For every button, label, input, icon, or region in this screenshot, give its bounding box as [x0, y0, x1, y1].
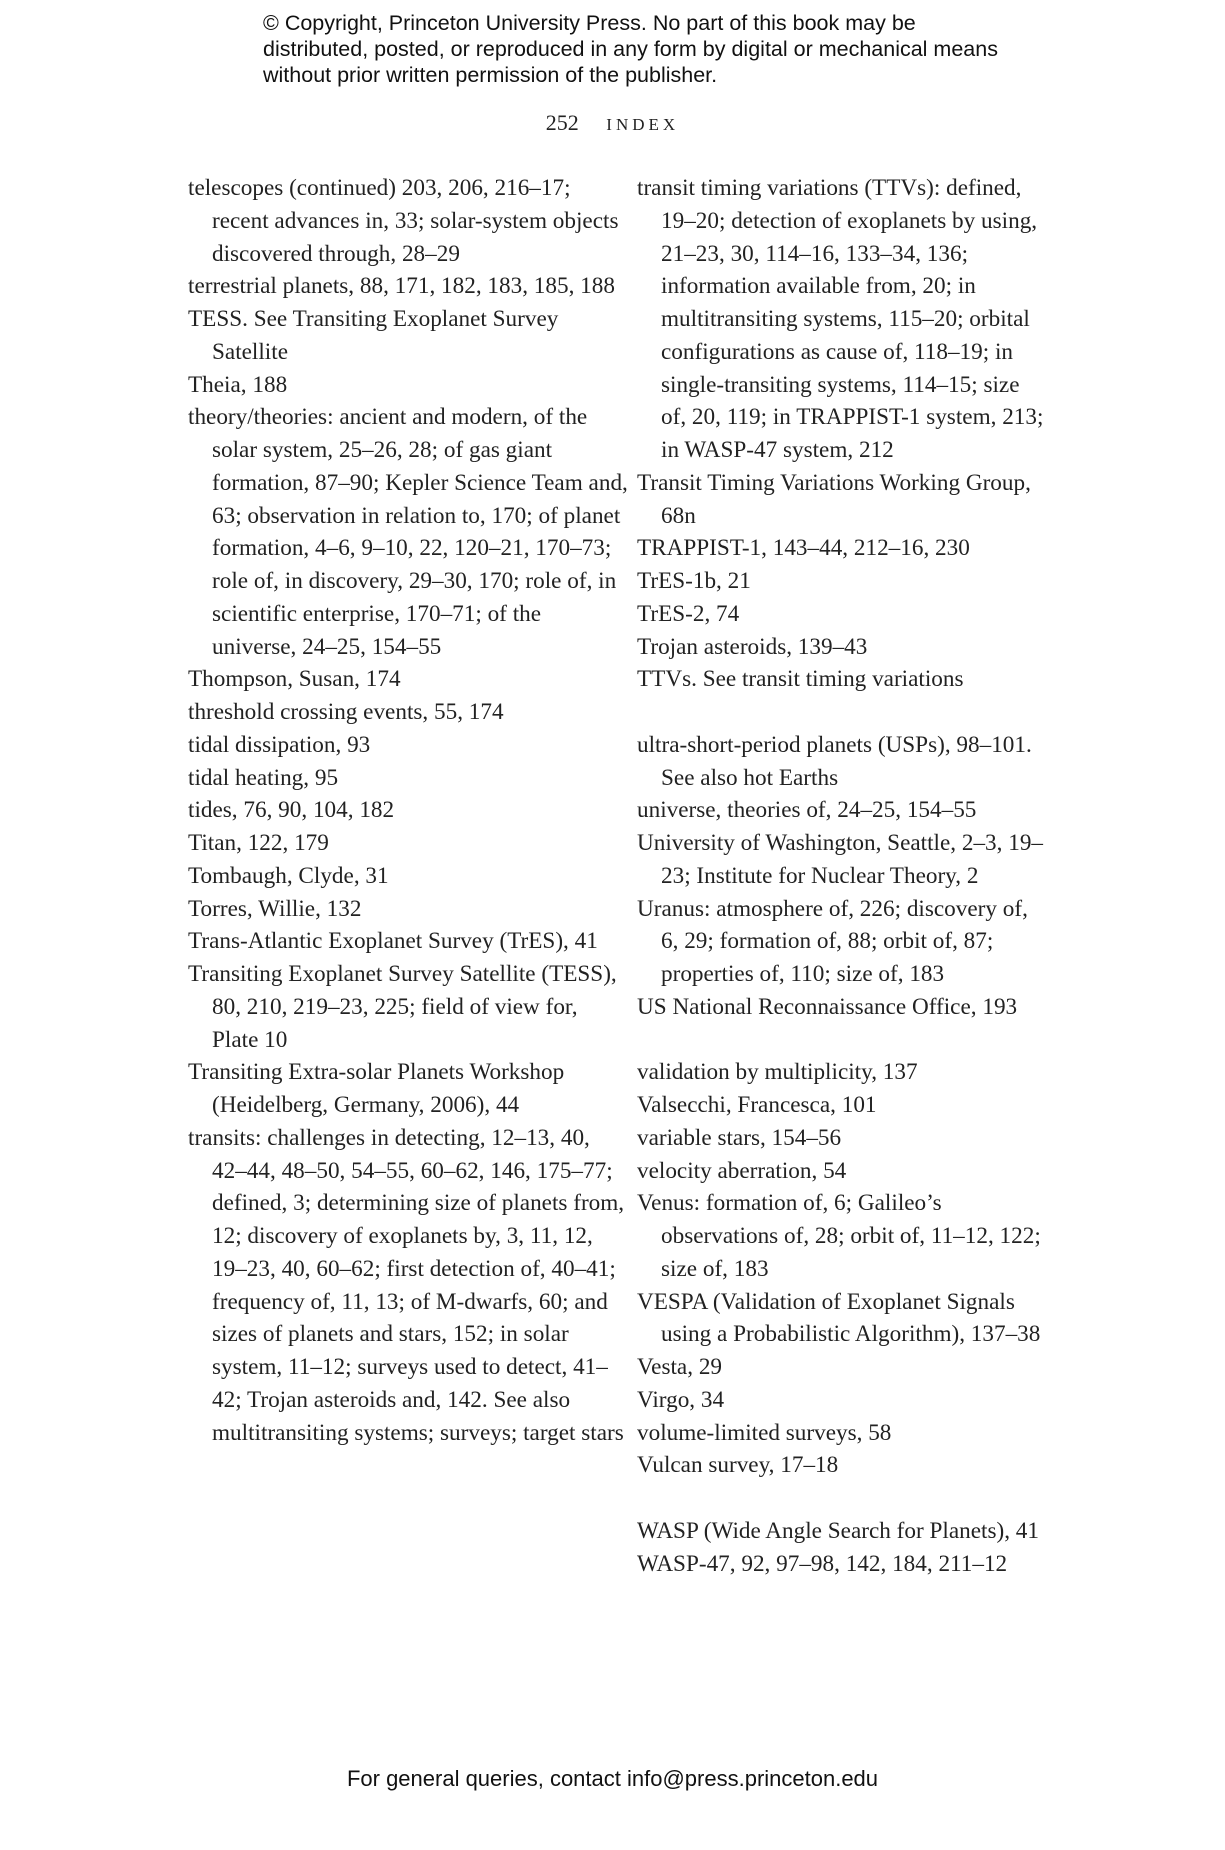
running-header: [0, 110, 1225, 137]
index-entry: Thompson, Susan, 174: [188, 666, 401, 693]
index-entry: Torres, Willie, 132: [188, 895, 362, 922]
letter-group-spacer: [637, 1482, 1047, 1515]
index-entry: TrES-1b, 21: [637, 568, 751, 594]
copyright-notice: © Copyright, Princeton University Press. No part of this book may be distributed, posted, or reproduced in any form by digital or mechanical means without prior written permission of the publisher.: [263, 11, 998, 87]
index-entry: WASP-47, 92, 97–98, 142, 184, 211–12: [637, 1550, 1008, 1577]
index-entry: telescopes (continued) 203, 206, 216–17; recent advances in, 33; solar-system objects discovered through, 28–29: [188, 175, 619, 267]
index-entry: ultra-short-period planets (USPs), 98–101. See also hot Earths: [637, 731, 1032, 791]
page-number: 252: [545, 110, 579, 135]
index-entry: Vesta, 29: [637, 1354, 723, 1380]
index-entry: Venus: formation of, 6; Galileo’s observations of, 28; orbit of, 11–12, 122; size of, 183: [637, 1190, 1041, 1282]
index-entry: transits: challenges in detecting, 12–13, 40, 42–44, 48–50, 54–55, 60–62, 146, 175–77; defined, 3; determining size of planets from, 12; discovery of exoplanets by, 3, 11, 12, 19–23, 40, 60–62; first detection of, 40–41; frequency of, 11, 13; of M-dwarfs, 60; and sizes of planets and stars, 152; in solar system, 11–12; surveys used to detect, 41–42; Trojan asteroids and, 142. See also multitransiting systems; surveys; target stars: [188, 1124, 625, 1446]
index-column-left: [188, 172, 628, 1449]
index-entry: TTVs. See transit timing variations: [637, 666, 964, 693]
index-entry: universe, theories of, 24–25, 154–55: [637, 797, 977, 824]
index-entry: TrES-2, 74: [637, 600, 740, 627]
index-entry: validation by multiplicity, 137: [637, 1059, 918, 1086]
index-entry: Vulcan survey, 17–18: [637, 1452, 839, 1479]
index-entry: Transiting Extra-solar Planets Workshop (Heidelberg, Germany, 2006), 44: [188, 1059, 565, 1118]
index-entry: Virgo, 34: [637, 1386, 725, 1413]
index-entry: VESPA (Validation of Exoplanet Signals using a Probabilistic Algorithm), 137–38: [637, 1288, 1041, 1348]
index-entry: tidal dissipation, 93: [188, 731, 371, 758]
index-entry: volume-limited surveys, 58: [637, 1419, 892, 1446]
index-entry: Theia, 188: [188, 371, 288, 398]
index-entry: tides, 76, 90, 104, 182: [188, 797, 395, 824]
index-entry: Transit Timing Variations Working Group, 68n: [637, 469, 1031, 529]
letter-group-spacer: [637, 1024, 1047, 1057]
index-entry: TESS. See Transiting Exoplanet Survey Satellite: [188, 306, 559, 365]
index-entry: Tombaugh, Clyde, 31: [188, 862, 389, 889]
index-entry: US National Reconnaissance Office, 193: [637, 993, 1018, 1020]
index-entry: TRAPPIST-1, 143–44, 212–16, 230: [637, 535, 970, 562]
index-entry: tidal heating, 95: [188, 764, 339, 791]
index-entry: Trans-Atlantic Exoplanet Survey (TrES), 41: [188, 928, 598, 955]
index-entry: transit timing variations (TTVs): defined, 19–20; detection of exoplanets by using, 21–23, 30, 114–16, 133–34, 136; information available from, 20; in multitransiting systems, 115–20; orbital configurations as cause of, 118–19; in single-transiting systems, 114–15; size of, 20, 119; in TRAPPIST-1 system, 213; in WASP-47 system, 212: [637, 175, 1044, 463]
index-entry: Trojan asteroids, 139–43: [637, 633, 868, 660]
index-entry: Titan, 122, 179: [188, 830, 329, 856]
index-entry: Transiting Exoplanet Survey Satellite (TESS), 80, 210, 219–23, 225; field of view for, Plate 10: [188, 961, 617, 1053]
index-entry: velocity aberration, 54: [637, 1157, 847, 1184]
running-title: index: [606, 110, 680, 136]
index-entry: Valsecchi, Francesca, 101: [637, 1092, 877, 1118]
index-entry: variable stars, 154–56: [637, 1124, 842, 1151]
index-column-right: [637, 172, 1047, 1580]
footer-contact: For general queries, contact info@press.princeton.edu: [346, 1766, 879, 1791]
index-entry: Uranus: atmosphere of, 226; discovery of, 6, 29; formation of, 88; orbit of, 87; properties of, 110; size of, 183: [637, 895, 1028, 987]
index-entry: theory/theories: ancient and modern, of the solar system, 25–26, 28; of gas giant formation, 87–90; Kepler Science Team and, 63; observation in relation to, 170; of planet formation, 4–6, 9–10, 22, 120–21, 170–73; role of, in discovery, 29–30, 170; role of, in scientific enterprise, 170–71; of the universe, 24–25, 154–55: [188, 404, 628, 660]
index-entry: WASP (Wide Angle Search for Planets), 41: [637, 1517, 1039, 1544]
letter-group-spacer: [637, 696, 1047, 729]
index-entry: University of Washington, Seattle, 2–3, 19–23; Institute for Nuclear Theory, 2: [637, 830, 1044, 889]
index-entry: threshold crossing events, 55, 174: [188, 699, 504, 725]
index-entry: terrestrial planets, 88, 171, 182, 183, 185, 188: [188, 273, 615, 300]
